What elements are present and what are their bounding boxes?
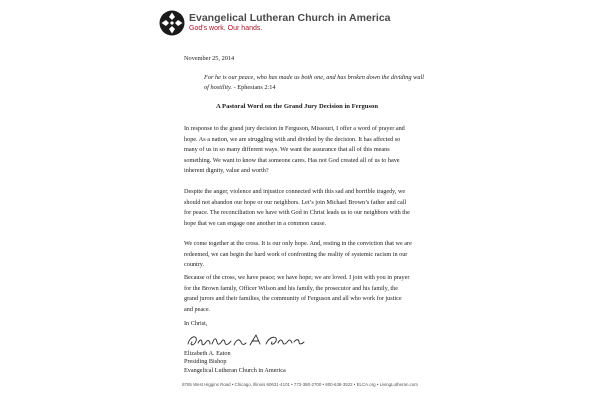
body-paragraph: We come together at the cross. It is our only hope. And, resting in the conviction that we are redeemed, we can begin the hard work of confronting the reality of systemic racism in our country. bbox=[184, 240, 412, 268]
letterhead bbox=[159, 10, 391, 36]
signature-block bbox=[184, 350, 286, 375]
body-paragraph: Because of the cross, we have peace; we have hope; we are loved. I join with you in prayer for the Brown family, Officer Wilson and his family, the prosecutor and his family, the grand jurors and their families, the community of Ferguson and all who work for justice and peace. bbox=[184, 274, 410, 313]
signer-name: Elizabeth A. Eaton bbox=[184, 350, 231, 357]
closing: In Christ, bbox=[184, 320, 208, 327]
epigraph-reference: - Ephesians 2:14 bbox=[232, 84, 276, 91]
footer-address: 8765 West Higgins Road • Chicago, Illinois 60631-4101 • 773-380-2700 • 800-638-3522 • ELCA.org • LivingLutheran.com bbox=[182, 382, 418, 387]
handwritten-signature bbox=[186, 333, 336, 349]
epigraph bbox=[204, 73, 424, 93]
signer-title: Presiding Bishop bbox=[184, 358, 227, 366]
org-name: Evangelical Lutheran Church in America bbox=[189, 12, 391, 24]
letter-title: A Pastoral Word on the Grand Jury Decision in Ferguson bbox=[216, 103, 378, 110]
body-paragraph: In response to the grand jury decision in Ferguson, Missouri, I offer a word of prayer and hope. As a nation, we are struggling with and divided by the decision. It has affected so many of us in so many different ways. We want the assurance that all of this means something. We want to know that someone cares. Has not God created all of us to have inherent dignity, value and worth? bbox=[184, 125, 405, 174]
epigraph-text: For he is our peace, who has made us both one, and has broken down the dividing wall of hostility. bbox=[204, 74, 424, 91]
tagline: God's work. Our hands. bbox=[189, 25, 263, 32]
body-paragraph: Despite the anger, violence and injustice connected with this sad and horrible tragedy, we should not abandon our hope or our neighbors. Let’s join Michael Brown’s father and call for peace. The reconciliation we have with God in Christ leads us to our neighbors with the hope that we can engage one another in a common cause. bbox=[184, 188, 410, 227]
signer-org: Evangelical Lutheran Church in America bbox=[184, 366, 286, 374]
letter-date: November 25, 2014 bbox=[184, 55, 235, 62]
elca-cross-logo-icon bbox=[159, 10, 185, 36]
